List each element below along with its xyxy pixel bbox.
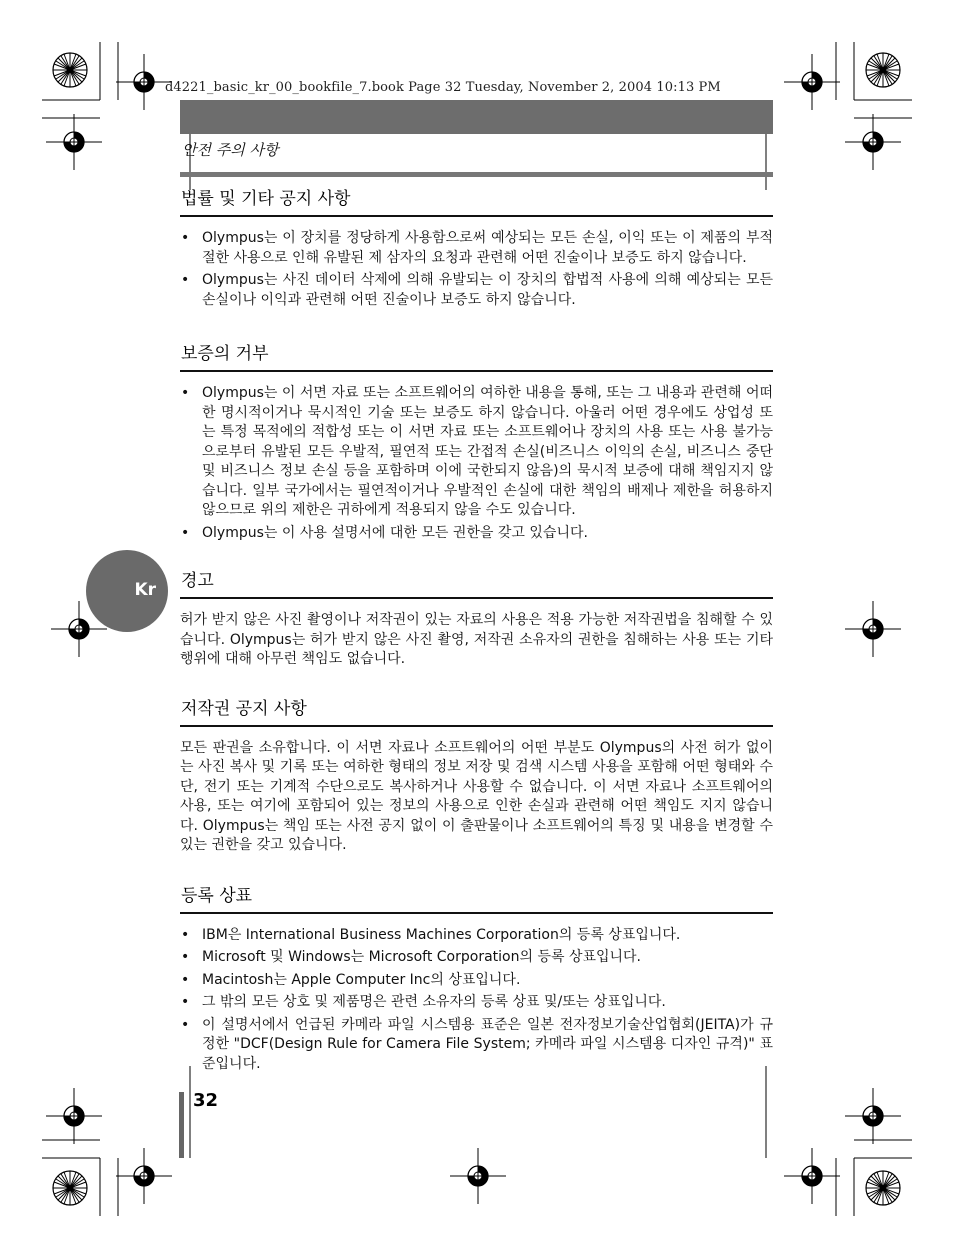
section-title: 보증의 거부	[180, 341, 773, 372]
header-title: 안전 주의 사항	[182, 141, 279, 159]
section-title: 경고	[180, 568, 773, 599]
header-rule	[180, 172, 773, 177]
paragraph: 허가 받지 않은 사진 촬영이나 저작권이 있는 자료의 사용은 적용 가능한 저작권법을 침해할 수 있습니다. Olympus는 허가 받지 않은 사진 촬영, 저작권 소유자의 권한을 침해하는 사용 또는 기타 행위에 대해 아무런 책임도 없습니다.	[180, 612, 773, 667]
section-title: 등록 상표	[180, 883, 773, 914]
page-number-bar	[179, 1092, 184, 1158]
paragraph: 모든 판권을 소유합니다. 이 서면 자료나 소프트웨어의 어떤 부분도 Olympus의 사전 허가 없이는 사진 복사 및 기록 또는 여하한 형태의 정보 저장 및 검색 시스템 사용을 포함해 어떤 형태와 수단, 전기 또는 기계적 수단으로도 복사하거나 사용할 수 없습니다. 이 서면 자료나 소프트웨어의 사용, 또는 여기에 포함되어 있는 정보의 사용으로 인한 손실과 관련해 어떤 책임도 지지 않습니다. Olympus는 책임 또는 사전 공지 없이 이 출판물이나 소프트웨어의 특징 및 내용을 변경할 수 있는 권한을 갖고 있습니다.	[180, 739, 773, 853]
list-item: • Microsoft 및 Windows는 Microsoft Corporation의 등록 상표입니다.	[180, 948, 773, 968]
list-item: • Olympus는 이 사용 설명서에 대한 모든 권한을 갖고 있습니다.	[180, 524, 773, 544]
section-trademarks	[180, 883, 773, 1075]
list-item: • Macintosh는 Apple Computer Inc의 상표입니다.	[180, 971, 773, 991]
bullet-list	[180, 926, 773, 1075]
list-item: • Olympus는 이 장치를 정당하게 사용함으로써 예상되는 모든 손실, 이익 또는 이 제품의 부적절한 사용으로 인해 유발된 제 삼자의 요청과 관련해 어떤 진술이나 보증도 하지 않습니다.	[180, 229, 773, 268]
page-number: 32	[193, 1090, 219, 1111]
section-copyright	[180, 696, 773, 856]
list-item: • 그 밖의 모든 상호 및 제품명은 관련 소유자의 등록 상표 및/또는 상표입니다.	[180, 993, 773, 1013]
list-item: • Olympus는 이 서면 자료 또는 소프트웨어의 여하한 내용을 통해, 또는 그 내용과 관련해 어떠한 명시적이거나 묵시적인 기술 또는 보증도 하지 않습니다. 아울러 어떤 경우에도 상업성 또는 특정 목적에의 적합성 또는 이 서면 자료 또는 소프트웨어나 장치의 사용 또는 사용 불가능으로부터 유발된 모든 우발적, 필연적 또는 간접적 손실(비즈니스 이익의 손실, 비즈니스 중단 및 비즈니스 정보 손실 등을 포함하며 이에 국한되지 않음)의 묵시적 보증에 대해 책임지지 않습니다. 일부 국가에서는 필연적이거나 우발적인 손실에 대한 책임의 배제나 제한을 허용하지 않으므로 위의 제한은 귀하에게 적용되지 않을 수도 있습니다.	[180, 384, 773, 521]
section-warning	[180, 568, 773, 670]
bullet-list	[180, 384, 773, 543]
section-disclaimer	[180, 341, 773, 543]
section-title: 저작권 공지 사항	[180, 696, 773, 727]
list-item: • IBM은 International Business Machines Corporation의 등록 상표입니다.	[180, 926, 773, 946]
page-content	[180, 186, 773, 1077]
list-item: • Olympus는 사진 데이터 삭제에 의해 유발되는 이 장치의 합법적 사용에 의해 예상되는 모든 손실이나 이익과 관련해 어떤 진술이나 보증도 하지 않습니다.	[180, 271, 773, 310]
bullet-list	[180, 229, 773, 310]
header-bar	[180, 100, 773, 134]
section-legal-notices	[180, 186, 773, 310]
list-item: • 이 설명서에서 언급된 카메라 파일 시스템용 표준은 일본 전자정보기술산업협회(JEITA)가 규정한 "DCF(Design Rule for Camera File System; 카메라 파일 시스템용 디자인 규격)" 표준입니다.	[180, 1016, 773, 1075]
language-tab	[86, 550, 168, 632]
language-tab-label: Kr	[134, 580, 156, 600]
section-title: 법률 및 기타 공지 사항	[180, 186, 773, 217]
print-slug-line: d4221_basic_kr_00_bookfile_7.book Page 32 Tuesday, November 2, 2004 10:13 PM	[165, 80, 721, 95]
